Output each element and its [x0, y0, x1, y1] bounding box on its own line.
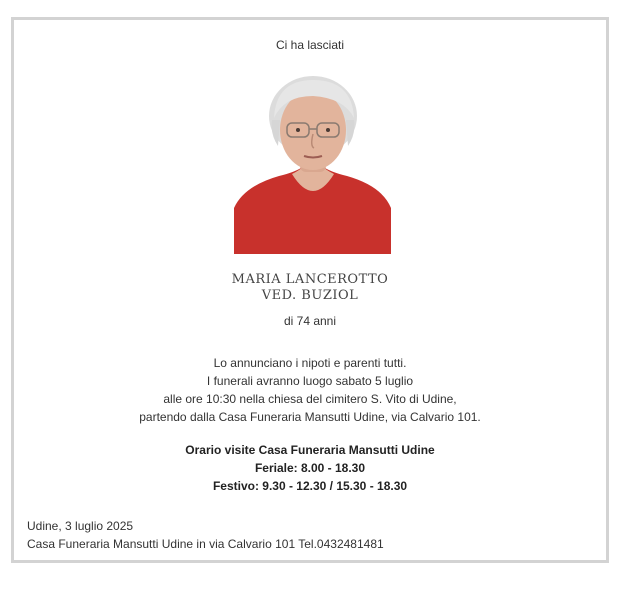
portrait-photo	[234, 68, 391, 254]
deceased-name	[14, 272, 606, 304]
name-line-1: MARIA LANCEROTTO	[231, 272, 389, 287]
visiting-hours-holiday: Festivo: 9.30 - 12.30 / 15.30 - 18.30	[212, 479, 408, 493]
visiting-hours-weekday: Feriale: 8.00 - 18.30	[254, 461, 366, 475]
intro-text: Ci ha lasciati	[275, 38, 345, 52]
announcement-text	[14, 354, 606, 426]
footer-date-place: Udine, 3 luglio 2025	[27, 519, 134, 533]
announcement-line: alle ore 10:30 nella chiesa del cimitero S. Vito di Udine,	[163, 392, 457, 406]
announcement-line: I funerali avranno luogo sabato 5 luglio	[206, 374, 414, 388]
footer	[27, 517, 384, 553]
age-text: di 74 anni	[283, 314, 337, 328]
announcement-line: partendo dalla Casa Funeraria Mansutti Udine, via Calvario 101.	[139, 410, 481, 424]
obituary-card	[11, 17, 609, 563]
name-line-2: VED. BUZIOL	[261, 288, 359, 303]
portrait-illustration	[234, 68, 391, 254]
visiting-hours	[14, 441, 606, 495]
announcement-line: Lo annunciano i nipoti e parenti tutti.	[213, 356, 407, 370]
footer-contact: Casa Funeraria Mansutti Udine in via Calvario 101 Tel.0432481481	[27, 537, 384, 551]
visiting-hours-title: Orario visite Casa Funeraria Mansutti Udine	[185, 443, 435, 457]
